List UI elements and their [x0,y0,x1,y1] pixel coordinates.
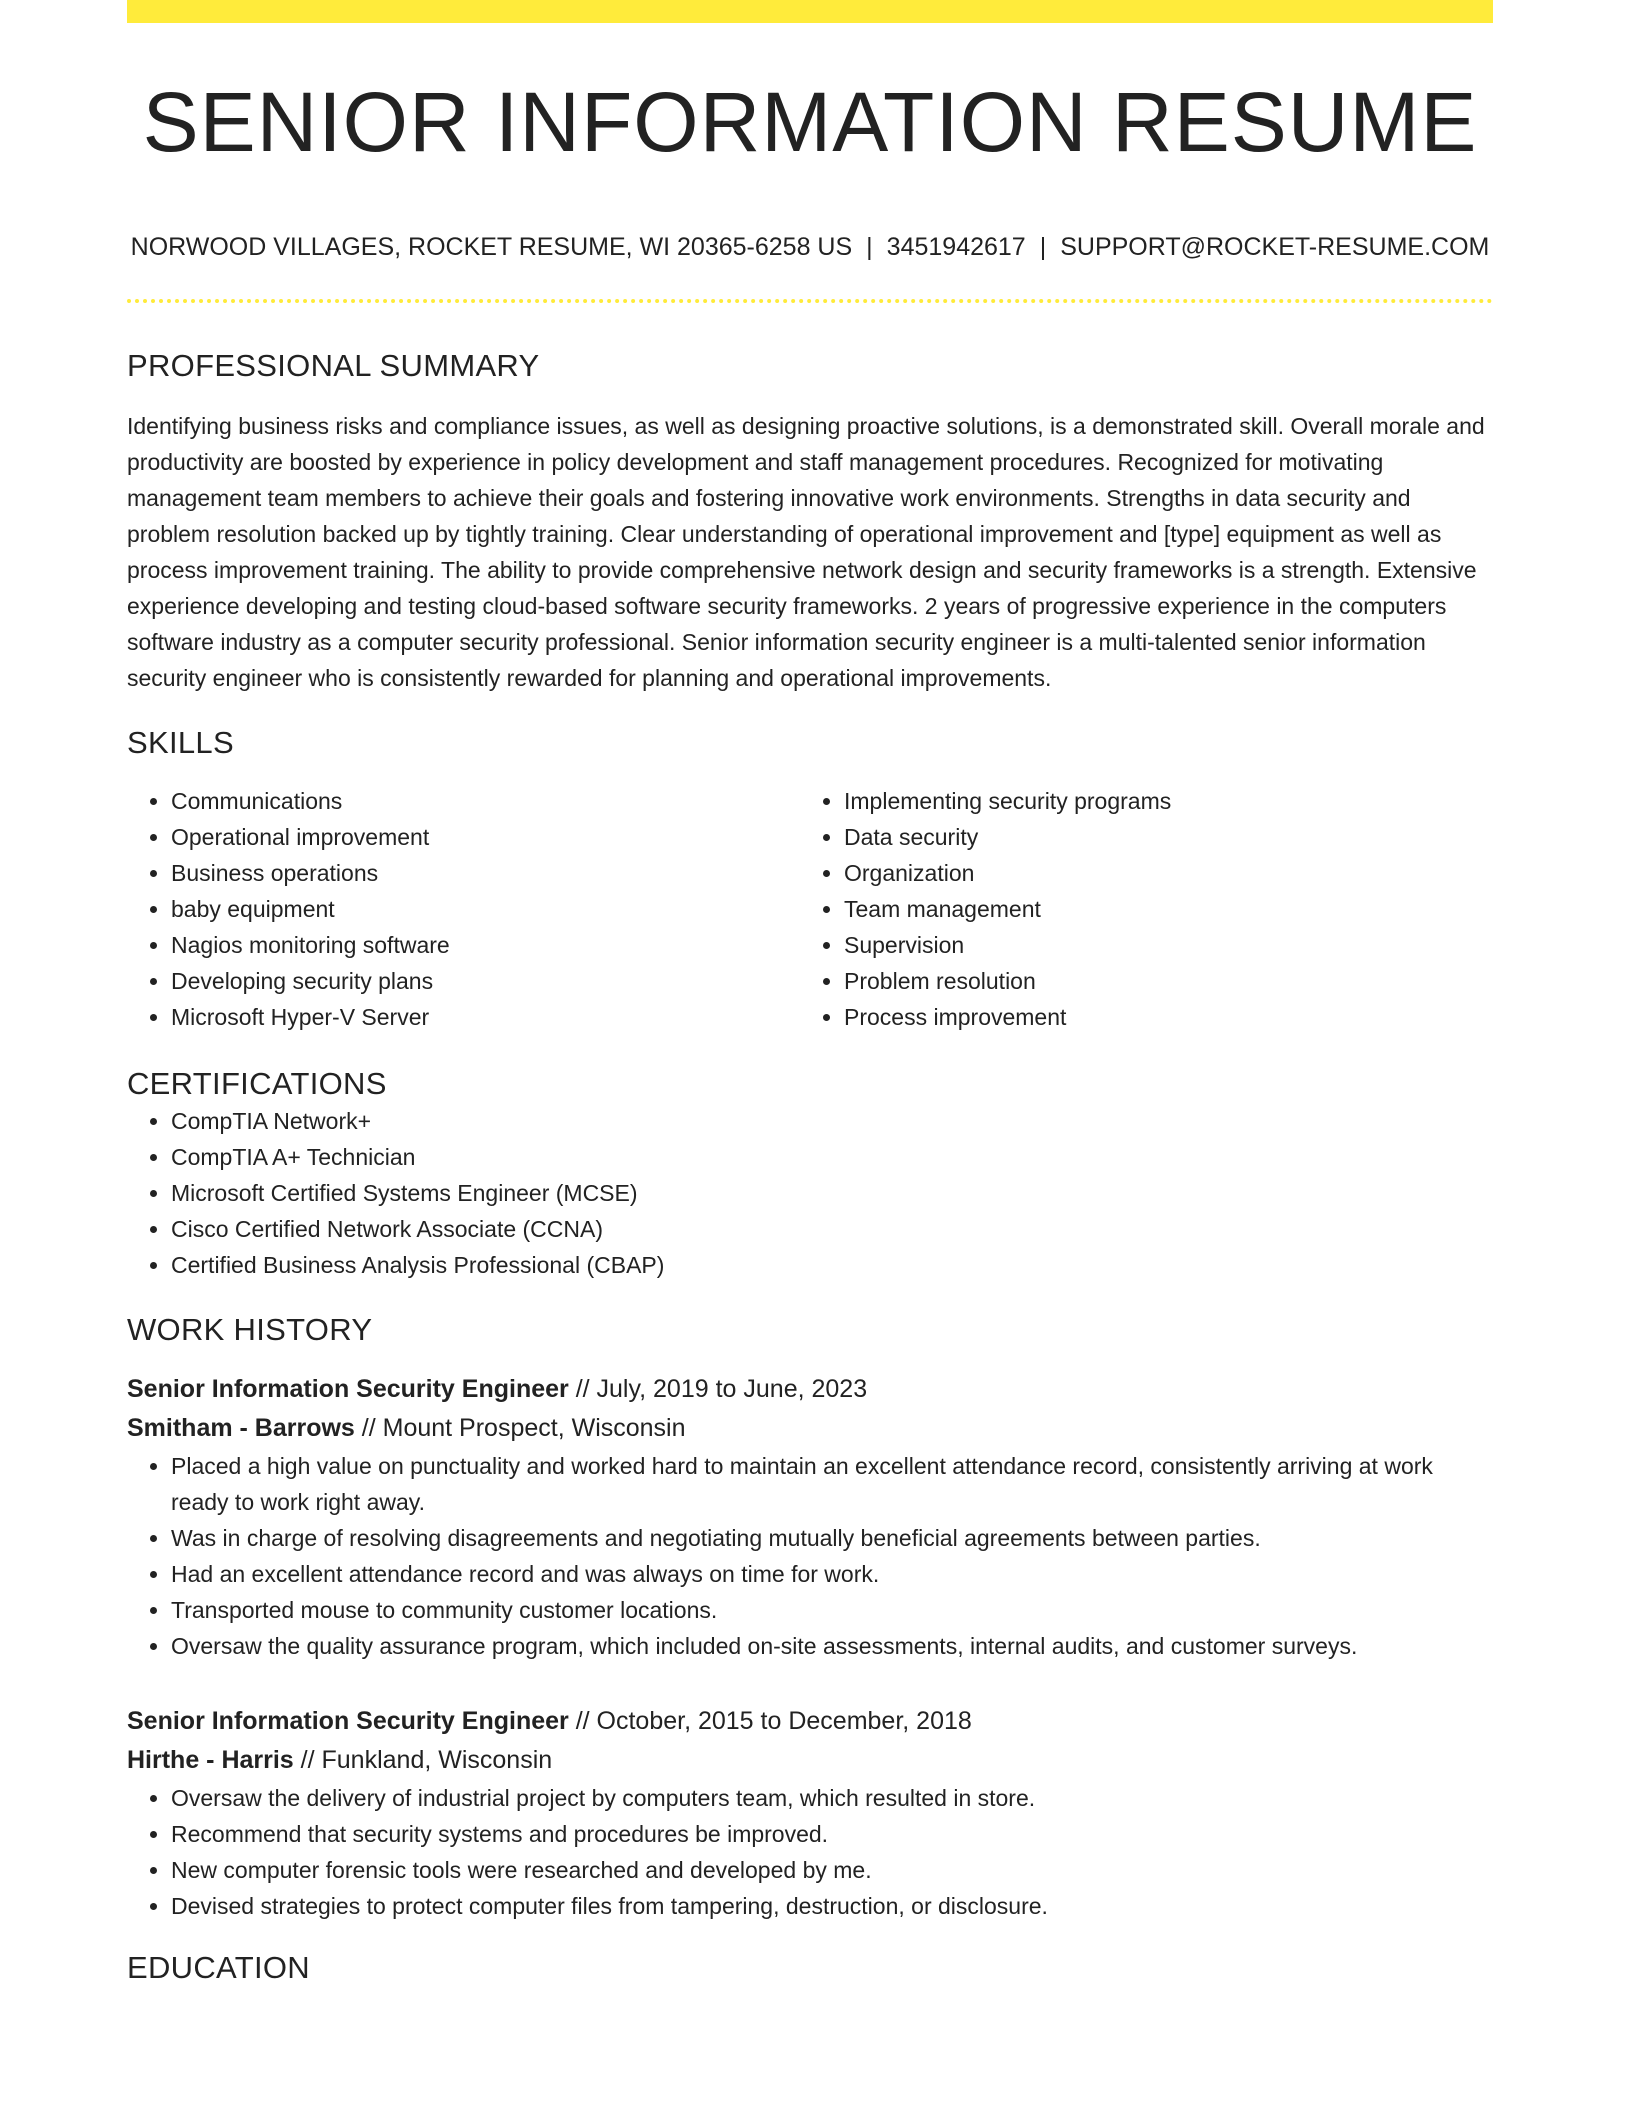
certifications-heading: CERTIFICATIONS [127,1066,387,1102]
job-responsibility: • Devised strategies to protect computer files from tampering, destruction, or disclosure. [171,1888,1493,1924]
job-responsibility: • Oversaw the delivery of industrial project by computers team, which resulted in store. [171,1780,1493,1816]
contact-email: SUPPORT@ROCKET-RESUME.COM [1060,233,1490,261]
job-location: // Funkland, Wisconsin [293,1745,553,1774]
job-title: Senior Information Security Engineer [127,1706,569,1735]
skill-item: • Implementing security programs [844,783,1473,819]
job-company: Smitham - Barrows [127,1413,355,1442]
contact-separator: | [1039,233,1047,261]
skill-item: • Communications [171,783,800,819]
job-entry [127,1370,1493,1664]
certifications-list [127,1103,1493,1283]
job-responsibility: • New computer forensic tools were researched and developed by me. [171,1852,1493,1888]
skill-item: • Microsoft Hyper-V Server [171,999,800,1035]
job-title-line [127,1702,1493,1741]
skill-item: • Organization [844,855,1473,891]
work-history-heading: WORK HISTORY [127,1311,373,1347]
summary-text: Identifying business risks and compliance issues, as well as designing proactive solutions, is a demonstrated skill. Overall morale and productivity are boosted by experience in policy development and staff management procedures. Recognized for motivating management team members to achieve their goals and fostering innovative work environments. Strengths in data security and problem resolution backed up by tightly training. Clear understanding of operational improvement and [type] equipment as well as process improvement training. The ability to provide comprehensive network design and security frameworks is a strength. Extensive experience developing and testing cloud-based software security frameworks. 2 years of progressive experience in the computers software industry as a computer security professional. Senior information security engineer is a multi-talented senior information security engineer who is consistently rewarded for planning and operational improvements. [127,413,1485,692]
resume-page [127,0,1493,1986]
contact-address: NORWOOD VILLAGES, ROCKET RESUME, WI 20365-6258 US [130,233,853,261]
certification-item: • Certified Business Analysis Professional (CBAP) [171,1247,1493,1283]
skills-column-right [800,783,1473,1035]
contact-phone: 3451942617 [886,233,1026,261]
job-title-line [127,1370,1493,1409]
skills-list-left [127,783,800,1035]
job-dates: // October, 2015 to December, 2018 [568,1706,972,1735]
skills-column-left [127,783,800,1035]
certification-item: • CompTIA Network+ [171,1103,1493,1139]
skills-heading: SKILLS [127,725,234,761]
skill-item: • Problem resolution [844,963,1473,999]
certification-item: • CompTIA A+ Technician [171,1139,1493,1175]
resume-title: SENIOR INFORMATION RESUME [142,75,1478,169]
job-location: // Mount Prospect, Wisconsin [354,1413,686,1442]
skill-item: • Developing security plans [171,963,800,999]
job-responsibilities [127,1448,1493,1664]
skill-item: • Business operations [171,855,800,891]
job-responsibility: • Placed a high value on punctuality and worked hard to maintain an excellent attendance record, consistently arriving at work ready to work right away. [171,1448,1493,1520]
job-company-line [127,1741,1493,1780]
job-entry [127,1702,1493,1924]
skill-item: • Supervision [844,927,1473,963]
skill-item: • Nagios monitoring software [171,927,800,963]
job-responsibility: • Oversaw the quality assurance program, which included on-site assessments, internal audits, and customer surveys. [171,1628,1493,1664]
skill-item: • Operational improvement [171,819,800,855]
top-accent-bar [127,0,1493,23]
summary-heading: PROFESSIONAL SUMMARY [127,348,540,383]
job-dates: // July, 2019 to June, 2023 [568,1374,868,1403]
education-heading: EDUCATION [127,1949,310,1985]
contact-separator: | [866,233,873,261]
job-title: Senior Information Security Engineer [127,1374,569,1403]
dotted-divider [127,299,1493,303]
skill-item: • Team management [844,891,1473,927]
job-company: Hirthe - Harris [127,1745,294,1774]
skills-list-right [800,783,1473,1035]
job-responsibility: • Recommend that security systems and procedures be improved. [171,1816,1493,1852]
job-responsibility: • Was in charge of resolving disagreements and negotiating mutually beneficial agreements between parties. [171,1520,1493,1556]
certification-item: • Microsoft Certified Systems Engineer (MCSE) [171,1175,1493,1211]
skills-grid [127,783,1493,1035]
skill-item: • Process improvement [844,999,1473,1035]
job-responsibility: • Transported mouse to community customer locations. [171,1592,1493,1628]
job-company-line [127,1409,1493,1448]
skill-item: • Data security [844,819,1473,855]
contact-line [127,232,1493,262]
job-responsibilities [127,1780,1493,1924]
skill-item: • baby equipment [171,891,800,927]
certification-item: • Cisco Certified Network Associate (CCNA) [171,1211,1493,1247]
job-responsibility: • Had an excellent attendance record and was always on time for work. [171,1556,1493,1592]
